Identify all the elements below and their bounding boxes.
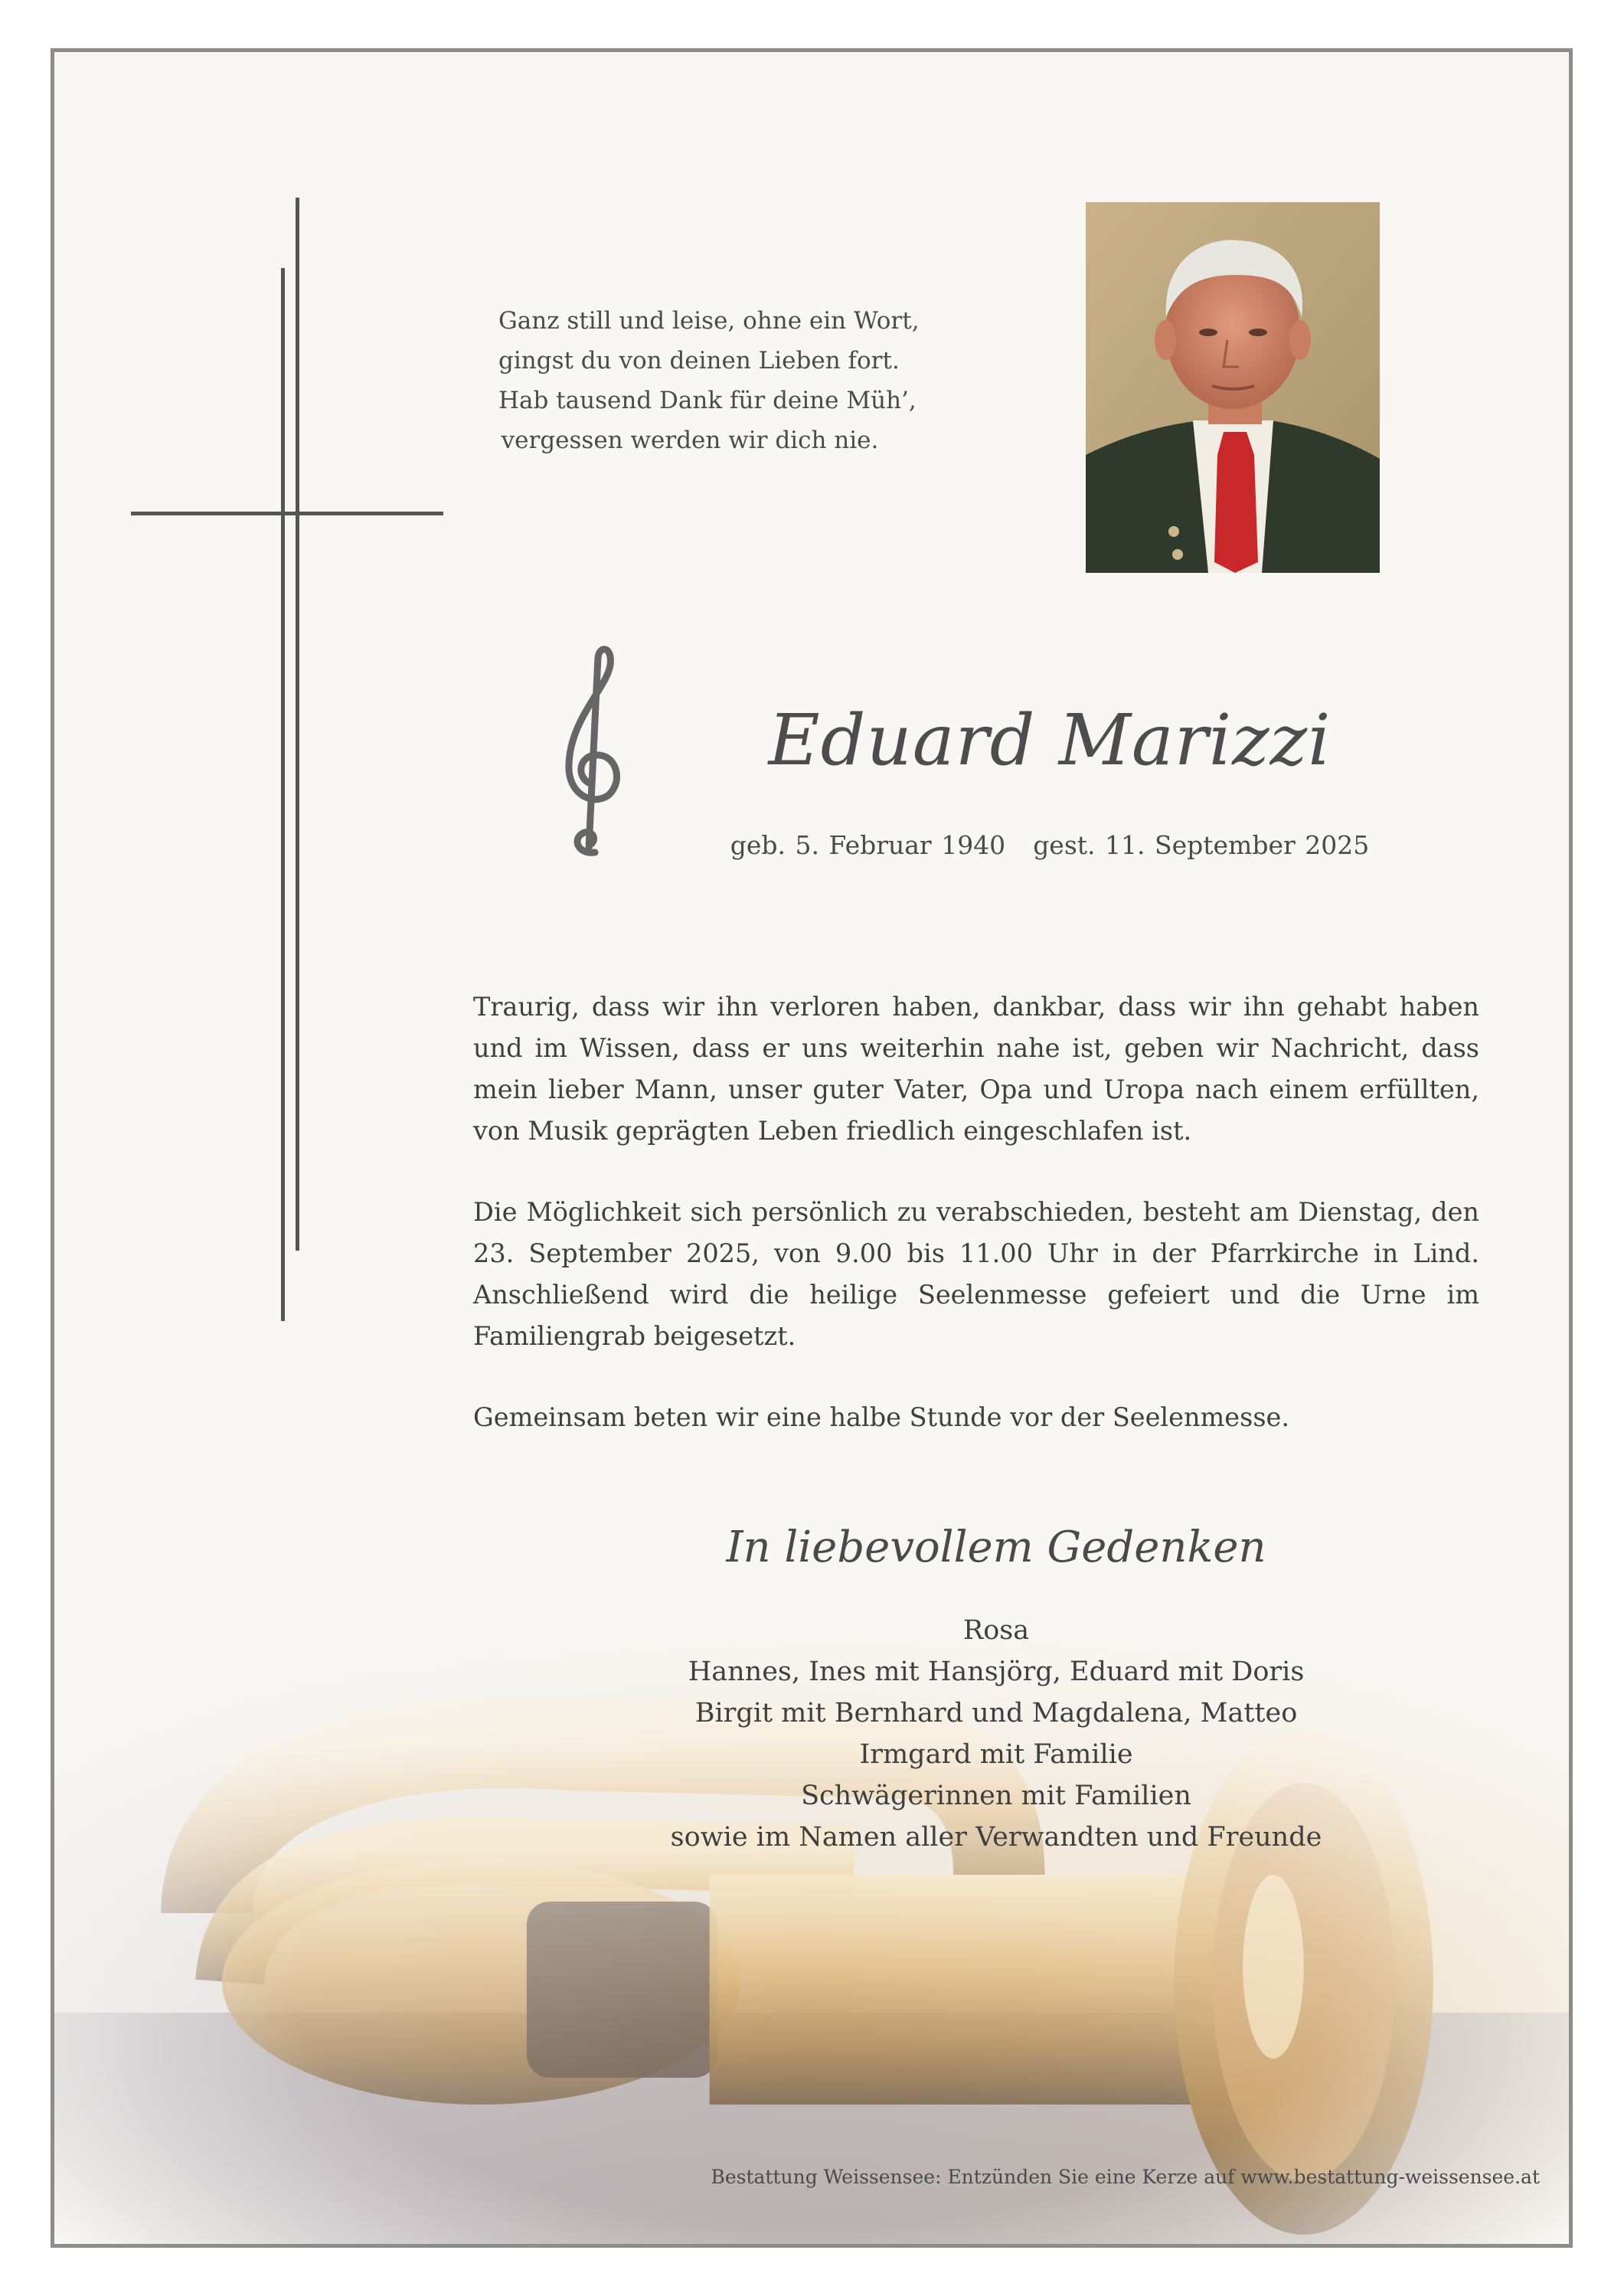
poem [498,301,920,460]
death-date: gest. 11. September 2025 [1033,830,1370,860]
birth-date: geb. 5. Februar 1940 [730,830,1006,860]
mourner-line: Irmgard mit Familie [859,1739,1133,1770]
cross-vertical-line [296,198,299,1251]
announcement-paragraph: Gemeinsam beten wir eine halbe Stunde vor der Seelenmesse. [473,1402,1289,1432]
poem-line: gingst du von deinen Lieben fort. [498,347,900,374]
mourners-list [590,1610,1402,1858]
memory-heading: In liebevollem Gedenken [726,1522,1266,1572]
poem-line: vergessen werden wir dich nie. [501,427,879,454]
announcement-paragraph: Traurig, dass wir ihn verloren haben, dankbar, dass wir ihn gehabt haben und im Wissen, dass er uns weiterhin nahe ist, geben wir Nachricht, dass mein lieber Mann, unser guter Vater, Opa und Uropa nach einem erfüllten, von Musik geprägten Leben friedlich eingeschlafen ist. [473,992,1479,1146]
treble-clef-icon [555,642,624,860]
mourner-line: Rosa [962,1615,1030,1646]
poem-line: Hab tausend Dank für deine Müh’, [498,387,917,414]
mourner-line: Hannes, Ines mit Hansjörg, Eduard mit Doris [688,1657,1305,1687]
mourner-line: sowie im Namen aller Verwandten und Freunde [670,1822,1322,1853]
deceased-name: Eduard Marizzi [768,699,1332,781]
announcement-text [473,986,1479,1478]
life-dates [667,830,1433,860]
cross-vertical-line [281,268,285,1321]
portrait-photo [1086,202,1380,573]
announcement-paragraph: Die Möglichkeit sich persönlich zu verabschieden, besteht am Dienstag, den 23. September 2025, von 9.00 bis 11.00 Uhr in der Pfarrkirche in Lind. Anschließend wird die heilige Seelenmesse gefeiert und die Urne im Familiengrab beigesetzt. [473,1197,1479,1351]
obituary-card [51,48,1573,2248]
footer-note: Bestattung Weissensee: Entzünden Sie eine Kerze auf www.bestattung-weissensee.at [711,2166,1540,2188]
poem-line: Ganz still und leise, ohne ein Wort, [498,307,920,335]
mourner-line: Schwägerinnen mit Familien [801,1781,1191,1811]
mourner-line: Birgit mit Bernhard und Magdalena, Matteo [694,1698,1298,1729]
cross-horizontal-line [131,512,443,515]
